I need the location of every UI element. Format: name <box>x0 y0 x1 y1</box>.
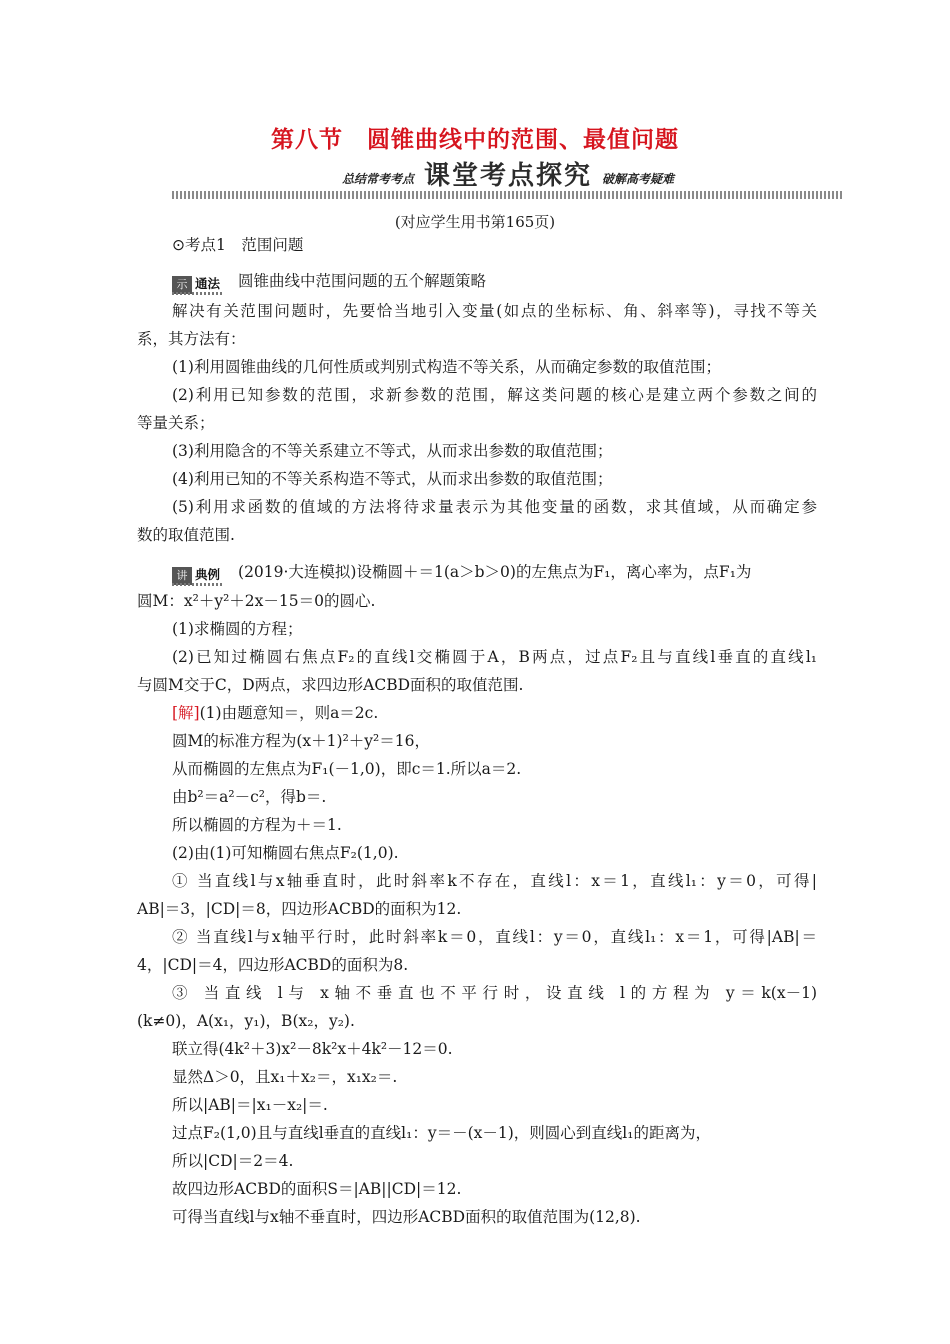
banner-row <box>172 157 844 191</box>
target-icon: ⊙ <box>172 236 185 254</box>
banner-right-text: 破解高考疑难 <box>602 172 675 186</box>
solution-line: 圆M的标准方程为(x＋1)²＋y²＝16， <box>172 732 430 750</box>
method-heading-text: 圆锥曲线中范围问题的五个解题策略 <box>238 272 487 290</box>
banner <box>172 157 844 199</box>
solution-line: ③ 当直线 l与 x轴不垂直也不平行时，设直线 l的方程为 y＝k(x－1) <box>172 984 817 1002</box>
method-tag-text: 通法 <box>195 276 221 291</box>
example-line: 圆M：x²＋y²＋2x－15＝0的圆心. <box>137 592 376 610</box>
solution-line: 所以|AB|＝|x₁－x₂|＝. <box>172 1096 328 1114</box>
solution-text: (1)由题意知＝，则a＝2c. <box>199 704 379 722</box>
solution-line: 过点F₂(1,0)且与直线l垂直的直线l₁：y＝－(x－1)，则圆心到直线l₁的距离为， <box>172 1124 711 1142</box>
solution-line: AB|＝3，|CD|＝8，四边形ACBD的面积为12. <box>137 900 462 918</box>
method-tag-icon: 示 <box>172 276 192 294</box>
solution-line: 联立得(4k²＋3)x²－8k²x＋4k²－12＝0. <box>172 1040 453 1058</box>
example-line: 与圆M交于C，D两点，求四边形ACBD面积的取值范围. <box>137 676 524 694</box>
solution-line: 由b²＝a²－c²，得b＝. <box>172 788 327 806</box>
paragraph-line: 解决有关范围问题时，先要恰当地引入变量(如点的坐标标、角、斜率等)，寻找不等关 <box>172 302 817 320</box>
banner-main-text: 课堂考点探究 <box>423 161 592 191</box>
method-heading <box>172 271 817 292</box>
solution-line: 从而椭圆的左焦点为F₁(－1,0)，即c＝1.所以a＝2. <box>172 760 522 778</box>
paragraph-line: 数的取值范围. <box>137 526 235 544</box>
topic-heading <box>172 235 817 255</box>
example-tag-icon: 讲 <box>172 567 192 585</box>
paragraph-line: 等量关系； <box>137 414 215 432</box>
example-first-line <box>172 562 817 583</box>
book-reference: (对应学生用书第165页) <box>394 213 556 231</box>
solution-line: 故四边形ACBD的面积S＝|AB||CD|＝12. <box>172 1180 462 1198</box>
solution-line: 4，|CD|＝4，四边形ACBD的面积为8. <box>137 956 409 974</box>
paragraph-line: 系，其方法有： <box>137 330 246 348</box>
paragraph-line: (5)利用求函数的值域的方法将待求量表示为其他变量的函数，求其值域，从而确定参 <box>172 498 817 516</box>
example-text: (2019·大连模拟)设椭圆＋＝1(a＞b＞0)的左焦点为F₁，离心率为，点F₁为 <box>238 563 752 581</box>
solution-line: ② 当直线l与x轴平行时，此时斜率k＝0，直线l：y＝0，直线l₁：x＝1，可得|AB|＝ <box>172 928 817 946</box>
paragraph-line: (2)利用已知参数的范围，求新参数的范围，解这类问题的核心是建立两个参数之间的 <box>172 386 817 404</box>
example-line: (2)已知过椭圆右焦点F₂的直线l交椭圆于A，B两点，过点F₂且与直线l垂直的直线l₁ <box>172 648 817 666</box>
solution-line: 所以椭圆的方程为＋＝1. <box>172 816 342 834</box>
paragraph-line: (1)利用圆锥曲线的几何性质或判别式构造不等关系，从而确定参数的取值范围； <box>172 358 721 376</box>
example-tag <box>172 565 224 583</box>
banner-left-text: 总结常考考点 <box>341 172 414 186</box>
solution-line: 可得当直线l与x轴不垂直时，四边形ACBD面积的取值范围为(12,8). <box>172 1208 641 1226</box>
solution-marker: [解] <box>172 704 200 722</box>
solution-line: 所以|CD|＝2＝4. <box>172 1152 294 1170</box>
banner-divider <box>172 191 844 199</box>
method-tag <box>172 274 224 292</box>
solution-line: 显然Δ＞0，且x₁＋x₂＝，x₁x₂＝. <box>172 1068 398 1086</box>
paragraph-line: (3)利用隐含的不等关系建立不等式，从而求出参数的取值范围； <box>172 442 613 460</box>
topic-label: 考点1 范围问题 <box>185 236 304 254</box>
example-line: (1)求椭圆的方程； <box>172 620 303 638</box>
solution-line: ① 当直线l与x轴垂直时，此时斜率k不存在，直线l：x＝1，直线l₁：y＝0，可得| <box>172 872 817 890</box>
solution-first-line <box>172 703 817 723</box>
paragraph-line: (4)利用已知的不等关系构造不等式，从而求出参数的取值范围； <box>172 470 613 488</box>
example-tag-text: 典例 <box>195 567 221 582</box>
section-title: 第八节 圆锥曲线中的范围、最值问题 <box>271 127 679 153</box>
solution-line: (2)由(1)可知椭圆右焦点F₂(1,0). <box>172 844 399 862</box>
solution-line: (k≠0)，A(x₁，y₁)，B(x₂，y₂). <box>137 1012 355 1030</box>
